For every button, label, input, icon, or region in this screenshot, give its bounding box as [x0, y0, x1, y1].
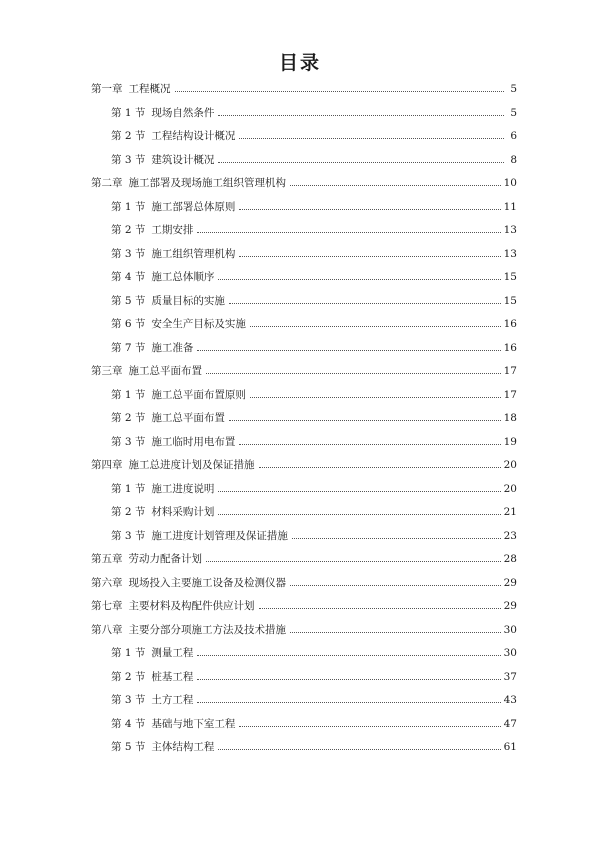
toc-dot-leader: [229, 302, 501, 304]
toc-entry-number: 第七章: [91, 600, 123, 612]
toc-dot-leader: [197, 701, 500, 703]
toc-chapter-entry[interactable]: [91, 360, 517, 384]
toc-dot-leader: [259, 466, 501, 468]
toc-entry-title: 材料采购计划: [151, 506, 215, 518]
toc-entry-label: [111, 219, 193, 243]
toc-entry-title: 施工总平面布置: [128, 365, 202, 377]
toc-page-number: 21: [503, 506, 517, 518]
toc-dot-leader: [197, 678, 500, 680]
toc-dot-leader: [197, 349, 500, 351]
toc-entry-title: 工期安排: [151, 224, 194, 236]
toc-entry-number: 第二章: [91, 177, 123, 189]
toc-section-entry[interactable]: [91, 313, 517, 337]
toc-dot-leader: [218, 114, 504, 116]
toc-section-entry[interactable]: [91, 642, 517, 666]
toc-page-number: 13: [503, 224, 517, 236]
toc-entry-number: 第三章: [91, 365, 123, 377]
toc-entry-number: 第 2 节: [111, 224, 146, 236]
toc-entry-label: [111, 243, 235, 267]
toc-section-entry[interactable]: [91, 713, 517, 737]
toc-entry-number: 第 1 节: [111, 388, 146, 401]
toc-section-entry[interactable]: [91, 102, 517, 126]
toc-entry-label: [111, 266, 214, 290]
toc-entry-title: 施工进度计划管理及保证措施: [151, 529, 288, 542]
toc-entry-label: [91, 360, 202, 384]
toc-page-number: 5: [510, 83, 517, 95]
toc-page-number: 18: [503, 412, 517, 424]
toc-page-number: 20: [503, 482, 517, 495]
toc-entry-label: [111, 290, 225, 314]
toc-entry-label: [91, 548, 202, 572]
toc-entry-label: [91, 454, 255, 478]
toc-dot-leader: [292, 537, 501, 539]
toc-entry-title: 施工总平面布置: [151, 412, 225, 424]
toc-page-number: 61: [503, 741, 517, 753]
toc-entry-title: 主要分部分项施工方法及技术措施: [128, 623, 286, 636]
toc-entry-number: 第五章: [91, 553, 123, 565]
toc-section-entry[interactable]: [91, 501, 517, 525]
toc-entry-label: [111, 196, 235, 220]
toc-chapter-entry[interactable]: [91, 78, 517, 102]
toc-entry-label: [111, 689, 193, 713]
toc-section-entry[interactable]: [91, 736, 517, 760]
toc-section-entry[interactable]: [91, 266, 517, 290]
toc-entry-title: 安全生产目标及实施: [151, 318, 246, 330]
toc-page-number: 30: [503, 647, 517, 659]
toc-entry-number: 第八章: [91, 623, 123, 636]
toc-entry-title: 施工组织管理机构: [151, 247, 236, 260]
toc-page-number: 16: [503, 341, 517, 354]
toc-section-entry[interactable]: [91, 525, 517, 549]
toc-entry-number: 第六章: [91, 576, 123, 589]
toc-entry-number: 第 1 节: [111, 647, 146, 659]
toc-page-number: 29: [503, 600, 517, 612]
toc-entry-label: [111, 102, 214, 126]
toc-entry-number: 第 1 节: [111, 106, 146, 119]
toc-page-number: 43: [503, 694, 517, 706]
toc-entry-title: 主要材料及构配件供应计划: [128, 600, 255, 612]
toc-entry-number: 第 3 节: [111, 247, 146, 260]
toc-dot-leader: [239, 255, 500, 257]
toc-chapter-entry[interactable]: [91, 548, 517, 572]
toc-entry-label: [91, 595, 255, 619]
toc-page-number: 19: [503, 435, 517, 448]
toc-entry-title: 施工总体顺序: [151, 271, 215, 283]
toc-entry-number: 第 3 节: [111, 435, 146, 448]
table-of-contents: [91, 78, 517, 760]
toc-entry-number: 第 4 节: [111, 271, 146, 283]
toc-page-number: 30: [503, 623, 517, 636]
toc-dot-leader: [250, 325, 501, 327]
toc-entry-number: 第 5 节: [111, 294, 146, 307]
toc-dot-leader: [290, 584, 501, 586]
toc-page-number: 15: [503, 271, 517, 283]
toc-entry-label: [91, 619, 286, 643]
toc-entry-label: [111, 478, 214, 502]
toc-dot-leader: [239, 137, 504, 139]
page-title: 目录: [278, 52, 321, 74]
toc-page-number: 5: [510, 106, 517, 119]
toc-entry-title: 施工临时用电布置: [151, 435, 236, 448]
toc-entry-number: 第 3 节: [111, 694, 146, 706]
toc-entry-title: 现场自然条件: [151, 106, 215, 119]
toc-chapter-entry[interactable]: [91, 595, 517, 619]
toc-entry-number: 第 2 节: [111, 412, 146, 424]
toc-page-number: 15: [503, 294, 517, 307]
toc-dot-leader: [218, 748, 500, 750]
toc-entry-title: 主体结构工程: [151, 741, 215, 753]
toc-entry-label: [111, 642, 193, 666]
toc-entry-label: [111, 713, 235, 737]
toc-dot-leader: [239, 443, 500, 445]
toc-entry-number: 第 7 节: [111, 341, 146, 354]
toc-section-entry[interactable]: [91, 478, 517, 502]
toc-dot-leader: [229, 419, 501, 421]
toc-chapter-entry[interactable]: [91, 572, 517, 596]
toc-page-number: 28: [503, 553, 517, 565]
toc-entry-label: [111, 337, 193, 361]
toc-entry-title: 桩基工程: [151, 670, 194, 683]
toc-entry-title: 基础与地下室工程: [151, 717, 236, 730]
toc-page-number: 13: [503, 247, 517, 260]
toc-section-entry[interactable]: [91, 149, 517, 173]
toc-section-entry[interactable]: [91, 219, 517, 243]
toc-entry-title: 劳动力配备计划: [128, 553, 202, 565]
toc-chapter-entry[interactable]: [91, 454, 517, 478]
toc-section-entry[interactable]: [91, 125, 517, 149]
toc-dot-leader: [218, 513, 500, 515]
toc-dot-leader: [206, 560, 501, 562]
toc-entry-number: 第 1 节: [111, 200, 146, 213]
toc-entry-label: [111, 525, 288, 549]
toc-entry-number: 第四章: [91, 459, 123, 471]
toc-entry-title: 质量目标的实施: [151, 294, 225, 307]
toc-dot-leader: [290, 631, 501, 633]
toc-page-number: 16: [503, 318, 517, 330]
toc-entry-label: [111, 407, 225, 431]
toc-section-entry[interactable]: [91, 407, 517, 431]
toc-page-number: 10: [503, 177, 517, 189]
toc-entry-number: 第 2 节: [111, 130, 146, 142]
toc-entry-label: [111, 736, 214, 760]
toc-dot-leader: [218, 278, 500, 280]
toc-dot-leader: [218, 161, 504, 163]
toc-page-number: 17: [503, 388, 517, 401]
toc-section-entry[interactable]: [91, 337, 517, 361]
toc-entry-label: [111, 384, 246, 408]
toc-entry-label: [111, 501, 214, 525]
toc-page-number: 37: [503, 670, 517, 683]
toc-entry-title: 工程概况: [128, 83, 171, 95]
toc-section-entry[interactable]: [91, 689, 517, 713]
toc-entry-label: [91, 572, 286, 596]
toc-section-entry[interactable]: [91, 290, 517, 314]
toc-entry-label: [111, 125, 235, 149]
toc-dot-leader: [250, 396, 501, 398]
toc-chapter-entry[interactable]: [91, 619, 517, 643]
toc-entry-title: 工程结构设计概况: [151, 130, 236, 142]
toc-page-number: 23: [503, 529, 517, 542]
toc-entry-title: 建筑设计概况: [151, 153, 215, 166]
toc-section-entry[interactable]: [91, 196, 517, 220]
toc-page-number: 29: [503, 576, 517, 589]
toc-dot-leader: [175, 90, 505, 92]
toc-dot-leader: [259, 607, 501, 609]
toc-section-entry[interactable]: [91, 431, 517, 455]
toc-dot-leader: [239, 725, 500, 727]
toc-section-entry[interactable]: [91, 384, 517, 408]
toc-page-number: 6: [510, 130, 517, 142]
toc-entry-label: [91, 78, 171, 102]
toc-entry-number: 第 1 节: [111, 482, 146, 495]
toc-dot-leader: [239, 208, 500, 210]
toc-entry-title: 施工总进度计划及保证措施: [128, 459, 255, 471]
toc-entry-title: 土方工程: [151, 694, 194, 706]
toc-entry-number: 第 5 节: [111, 741, 146, 753]
toc-entry-label: [111, 431, 235, 455]
toc-entry-label: [111, 313, 246, 337]
toc-entry-title: 测量工程: [151, 647, 194, 659]
toc-section-entry[interactable]: [91, 243, 517, 267]
toc-entry-number: 第一章: [91, 83, 123, 95]
toc-dot-leader: [197, 654, 500, 656]
toc-entry-number: 第 3 节: [111, 529, 146, 542]
toc-page-number: 11: [503, 200, 517, 213]
toc-entry-number: 第 3 节: [111, 153, 146, 166]
toc-entry-label: [111, 666, 193, 690]
toc-dot-leader: [218, 490, 500, 492]
toc-entry-number: 第 6 节: [111, 318, 146, 330]
toc-dot-leader: [290, 184, 501, 186]
toc-section-entry[interactable]: [91, 666, 517, 690]
toc-entry-title: 施工部署及现场施工组织管理机构: [128, 177, 286, 189]
toc-entry-number: 第 2 节: [111, 506, 146, 518]
toc-entry-title: 施工进度说明: [151, 482, 215, 495]
toc-dot-leader: [206, 372, 501, 374]
toc-entry-title: 施工部署总体原则: [151, 200, 236, 213]
toc-entry-title: 施工准备: [151, 341, 194, 354]
toc-entry-label: [111, 149, 214, 173]
toc-page-number: 47: [503, 717, 517, 730]
toc-entry-title: 施工总平面布置原则: [151, 388, 246, 401]
toc-page-number: 8: [510, 153, 517, 166]
toc-dot-leader: [197, 231, 500, 233]
toc-chapter-entry[interactable]: [91, 172, 517, 196]
toc-entry-label: [91, 172, 286, 196]
toc-page-number: 20: [503, 459, 517, 471]
toc-entry-number: 第 2 节: [111, 670, 146, 683]
toc-page-number: 17: [503, 365, 517, 377]
toc-entry-number: 第 4 节: [111, 717, 146, 730]
toc-entry-title: 现场投入主要施工设备及检测仪器: [128, 576, 286, 589]
